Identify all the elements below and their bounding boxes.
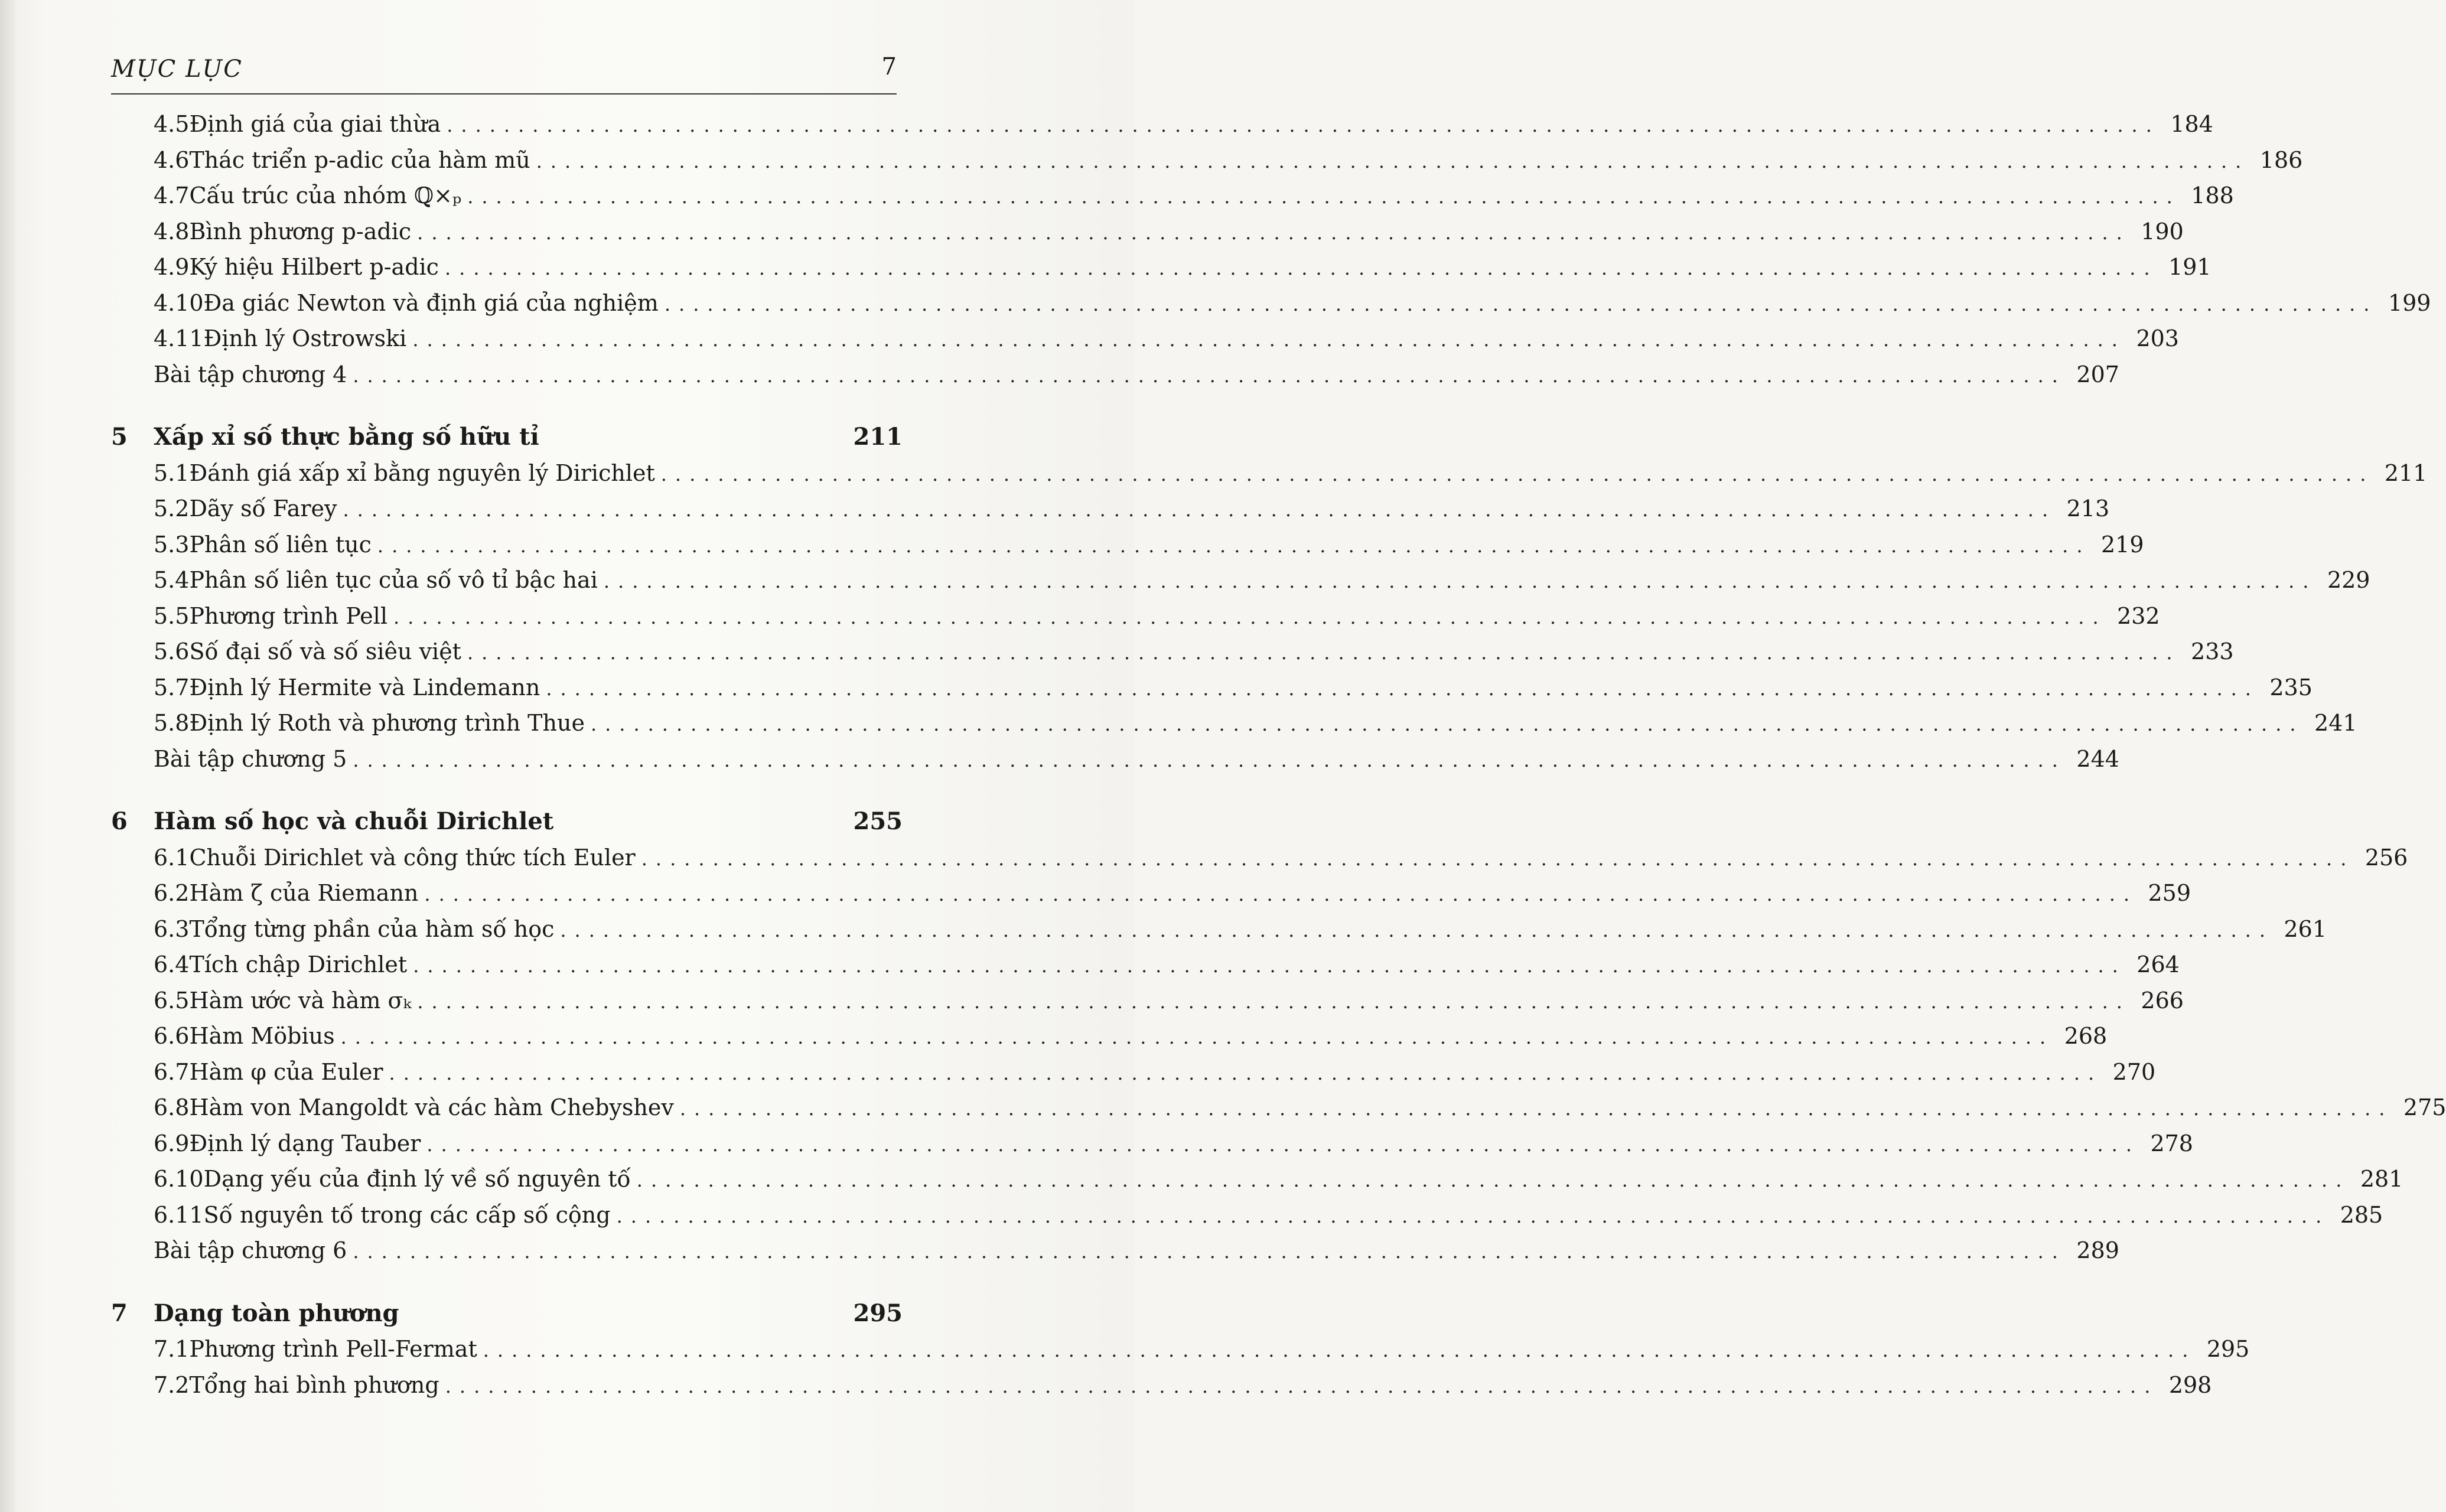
toc-section-entry [111, 670, 2313, 706]
dot-leader: ........................................................................................................................ [417, 990, 2131, 1013]
dot-leader: ........................................................................................................................ [340, 1026, 2054, 1048]
toc-entry-title: Hàm Möbius [189, 1023, 335, 1049]
toc-entry-title: Tổng hai bình phương [189, 1371, 439, 1398]
toc-entry-title: Phân số liên tục [189, 531, 372, 558]
toc-entry-title: Định giá của giai thừa [189, 111, 441, 137]
toc-entry-number: 4.7 [154, 183, 190, 208]
toc-entry-page: 275 [2403, 1094, 2446, 1120]
table-of-contents [111, 106, 2446, 1403]
toc-entry-page: 199 [2388, 289, 2431, 316]
toc-section-entry [111, 527, 2144, 563]
toc-entry-number: 5.1 [154, 460, 190, 486]
toc-section-entry [111, 598, 2160, 634]
dot-leader: ........................................................................................................................ [636, 1169, 2350, 1191]
toc-exercise-entry [111, 1233, 2119, 1269]
toc-entry-page: 235 [2269, 674, 2313, 700]
toc-entry-number: 4.8 [154, 218, 190, 245]
toc-entry-page: 270 [2112, 1058, 2156, 1085]
running-title: MỤC LỤC [111, 56, 243, 83]
toc-entry-page: 229 [2327, 567, 2370, 593]
toc-entry-page: 219 [2100, 531, 2144, 558]
toc-entry-number: 5.5 [154, 602, 190, 629]
toc-section-entry [111, 1090, 2446, 1126]
toc-section-entry [111, 491, 2110, 527]
toc-entry-title: Định lý Hermite và Lindemann [189, 674, 540, 700]
toc-section-entry [111, 562, 2370, 598]
dot-leader: ........................................................................................................................ [393, 605, 2107, 628]
dot-leader: ........................................................................................................................ [641, 847, 2355, 870]
toc-entry-number: 7.1 [154, 1336, 190, 1362]
dot-leader: ........................................................................................................................ [413, 954, 2126, 977]
toc-entry-title: Đa giác Newton và định giá của nghiệm [203, 289, 659, 316]
toc-entry-page: 190 [2141, 218, 2184, 245]
toc-entry-title: Định lý Roth và phương trình Thue [189, 710, 585, 736]
toc-entry-page: 241 [2314, 710, 2357, 736]
toc-entry-page: 268 [2064, 1023, 2108, 1049]
toc-entry-title: Phân số liên tục của số vô tỉ bậc hai [189, 567, 598, 593]
toc-section-entry [111, 142, 2303, 178]
toc-entry-page: 295 [853, 1299, 903, 1327]
toc-section-entry [111, 214, 2184, 250]
page-number: 7 [881, 53, 897, 80]
dot-leader: ........................................................................................................................ [679, 1097, 2393, 1120]
toc-entry-page: 285 [2340, 1201, 2383, 1228]
toc-section-entry [111, 455, 2428, 491]
toc-entry-number: 5.7 [154, 674, 190, 700]
toc-entry-number: 5.6 [154, 638, 190, 664]
toc-entry-number: 4.5 [154, 111, 190, 137]
toc-section-entry [111, 321, 2179, 357]
toc-section-entry [111, 1054, 2156, 1090]
dot-leader: ........................................................................................................................ [424, 883, 2138, 905]
dot-leader: ........................................................................................................................ [353, 748, 2066, 771]
toc-entry-title: Bài tập chương 4 [154, 361, 347, 387]
toc-entry-number: 6.11 [154, 1201, 204, 1228]
toc-entry-number: 5.8 [154, 710, 190, 736]
dot-leader: ........................................................................................................................ [389, 1061, 2103, 1084]
toc-section-entry [111, 1161, 2403, 1197]
toc-entry-page: 211 [853, 423, 903, 451]
chapter-spacer [111, 392, 903, 419]
toc-entry-page: 281 [2360, 1166, 2403, 1192]
toc-section-entry [111, 875, 2191, 911]
toc-entry-number: 4.6 [154, 146, 190, 173]
toc-entry-page: 256 [2364, 844, 2408, 871]
toc-entry-number: 6.3 [154, 915, 190, 942]
toc-section-entry [111, 840, 2408, 876]
toc-entry-page: 255 [853, 807, 903, 835]
toc-entry-page: 191 [2168, 254, 2212, 280]
dot-leader: ........................................................................................................................ [377, 534, 2091, 557]
dot-leader: ........................................................................................................................ [353, 364, 2066, 387]
toc-entry-page: 259 [2148, 880, 2191, 906]
toc-entry-number: 6.10 [154, 1166, 204, 1192]
chapter-spacer [111, 777, 903, 804]
toc-entry-title: Cấu trúc của nhóm ℚ×ₚ [189, 183, 462, 208]
toc-entry-title: Hàm ước và hàm σₖ [189, 987, 412, 1014]
toc-entry-number: 7.2 [154, 1371, 190, 1398]
chapter-spacer [111, 1269, 903, 1296]
toc-entry-number: 5.3 [154, 531, 190, 558]
toc-section-entry [111, 249, 2212, 285]
toc-entry-title: Bài tập chương 5 [154, 745, 347, 772]
toc-entry-page: 266 [2141, 987, 2184, 1014]
toc-entry-title: Số đại số và số siêu việt [189, 638, 461, 664]
toc-entry-title: Chuỗi Dirichlet và công thức tích Euler [189, 844, 636, 871]
toc-entry-page: 211 [2384, 460, 2428, 486]
toc-exercise-entry [111, 741, 2119, 777]
toc-entry-page: 298 [2168, 1371, 2212, 1398]
dot-leader: ........................................................................................................................ [343, 498, 2057, 521]
toc-entry-title: Dạng yếu của định lý về số nguyên tố [203, 1166, 631, 1192]
toc-section-entry [111, 285, 2431, 321]
dot-leader: ........................................................................................................................ [546, 677, 2259, 700]
dot-leader: ........................................................................................................................ [467, 185, 2181, 208]
toc-section-entry [111, 1367, 2212, 1403]
toc-section-entry [111, 1197, 2383, 1233]
toc-entry-page: 264 [2136, 951, 2180, 977]
toc-entry-number: 6.2 [154, 880, 190, 906]
toc-entry-number: 6.6 [154, 1023, 190, 1049]
dot-leader: ........................................................................................................................ [616, 1204, 2330, 1227]
toc-entry-number: 5 [111, 423, 128, 451]
toc-entry-title: Dạng toàn phương [154, 1299, 399, 1327]
toc-entry-page: 207 [2076, 361, 2119, 387]
toc-entry-title: Tổng từng phần của hàm số học [189, 915, 555, 942]
dot-leader: ........................................................................................................................ [447, 114, 2160, 136]
toc-section-entry [111, 911, 2327, 947]
dot-leader: ........................................................................................................................ [660, 462, 2375, 485]
dot-leader: ........................................................................................................................ [483, 1339, 2197, 1361]
toc-entry-title: Hàm số học và chuỗi Dirichlet [154, 807, 554, 835]
toc-chapter-entry [111, 419, 903, 455]
toc-entry-title: Dãy số Farey [189, 496, 337, 522]
dot-leader: ........................................................................................................................ [664, 292, 2378, 315]
toc-entry-title: Hàm φ của Euler [189, 1058, 383, 1085]
toc-entry-page: 186 [2259, 146, 2303, 173]
toc-entry-number: 7 [111, 1299, 128, 1327]
toc-entry-number: 6.1 [154, 844, 190, 871]
toc-section-entry [111, 947, 2180, 983]
toc-entry-number: 6.8 [154, 1094, 190, 1120]
dot-leader: ........................................................................................................................ [412, 328, 2126, 351]
dot-leader: ........................................................................................................................ [444, 257, 2158, 279]
dot-leader: ........................................................................................................................ [560, 918, 2274, 941]
dot-leader: ........................................................................................................................ [590, 713, 2304, 735]
dot-leader: ........................................................................................................................ [536, 149, 2250, 172]
dot-leader: ........................................................................................................................ [426, 1133, 2140, 1156]
dot-leader: ........................................................................................................................ [445, 1374, 2159, 1397]
toc-entry-number: 4.11 [154, 325, 204, 351]
toc-section-entry [111, 634, 2234, 670]
toc-exercise-entry [111, 357, 2119, 393]
toc-entry-title: Hàm ζ của Riemann [189, 880, 419, 906]
toc-entry-page: 261 [2284, 915, 2327, 942]
toc-section-entry [111, 705, 2357, 741]
toc-section-entry [111, 1331, 2250, 1367]
toc-entry-page: 244 [2076, 745, 2119, 772]
toc-section-entry [111, 1018, 2108, 1054]
toc-entry-title: Định lý dạng Tauber [189, 1130, 421, 1156]
toc-entry-page: 232 [2117, 602, 2160, 629]
toc-chapter-entry [111, 1296, 903, 1332]
toc-entry-title: Bài tập chương 6 [154, 1237, 347, 1263]
toc-entry-page: 278 [2150, 1130, 2193, 1156]
toc-entry-title: Hàm von Mangoldt và các hàm Chebyshev [189, 1094, 674, 1120]
toc-entry-title: Bình phương p-adic [189, 218, 412, 245]
toc-entry-page: 203 [2136, 325, 2179, 351]
toc-entry-page: 289 [2076, 1237, 2119, 1263]
toc-entry-title: Thác triển p-adic của hàm mũ [189, 146, 530, 173]
toc-entry-number: 6.7 [154, 1058, 190, 1085]
toc-entry-title: Phương trình Pell-Fermat [189, 1336, 477, 1362]
toc-entry-page: 184 [2170, 111, 2213, 137]
toc-entry-number: 5.4 [154, 567, 190, 593]
toc-entry-page: 233 [2191, 638, 2234, 664]
toc-chapter-entry [111, 804, 903, 840]
page-header [111, 52, 897, 94]
toc-entry-number: 4.9 [154, 254, 190, 280]
toc-entry-number: 6.4 [154, 951, 190, 977]
toc-entry-number: 6 [111, 807, 128, 835]
toc-section-entry [111, 106, 2213, 142]
toc-entry-number: 6.5 [154, 987, 190, 1014]
toc-section-entry [111, 1126, 2193, 1162]
toc-entry-title: Đánh giá xấp xỉ bằng nguyên lý Dirichlet [189, 460, 655, 486]
toc-entry-number: 6.9 [154, 1130, 190, 1156]
toc-entry-title: Xấp xỉ số thực bằng số hữu tỉ [154, 423, 539, 451]
book-spine-edge [0, 0, 15, 1512]
dot-leader: ........................................................................................................................ [417, 221, 2131, 244]
toc-entry-page: 295 [2206, 1336, 2250, 1362]
dot-leader: ........................................................................................................................ [603, 570, 2317, 592]
toc-entry-title: Số nguyên tố trong các cấp số cộng [203, 1201, 611, 1228]
toc-entry-title: Ký hiệu Hilbert p-adic [189, 254, 439, 280]
toc-entry-page: 188 [2191, 183, 2234, 208]
toc-entry-number: 5.2 [154, 496, 190, 522]
toc-section-entry [111, 983, 2184, 1019]
toc-entry-page: 213 [2066, 496, 2110, 522]
toc-entry-title: Định lý Ostrowski [203, 325, 407, 351]
dot-leader: ........................................................................................................................ [353, 1240, 2066, 1263]
toc-entry-title: Tích chập Dirichlet [189, 951, 408, 977]
toc-entry-title: Phương trình Pell [189, 602, 387, 629]
toc-entry-number: 4.10 [154, 289, 204, 316]
toc-section-entry [111, 178, 2234, 214]
dot-leader: ........................................................................................................................ [467, 641, 2181, 664]
